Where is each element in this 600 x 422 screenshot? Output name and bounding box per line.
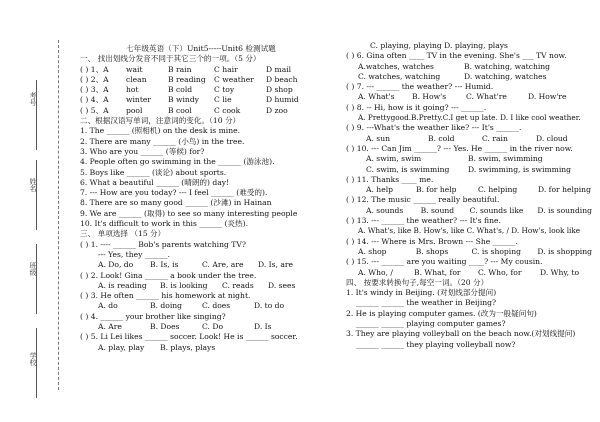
fill-item: 3. Who are you ______ (等候) for?	[80, 146, 205, 156]
left-column	[80, 44, 312, 353]
options: A. help B. for help C. helping D. for helping	[366, 185, 591, 195]
question: ( ) 2. Look! Gina ______ a book under the tree.	[80, 270, 257, 280]
cut-line	[58, 40, 59, 390]
options: A. sun B. cold C. rain D. cloud	[366, 133, 568, 143]
section4-heading: 四、 按要求转换句子,每空一词。（20 分）	[346, 277, 489, 287]
section1-heading: 一、 找出划线分发音不同于其它三个的一项。（5 分）	[80, 54, 261, 64]
fill-item: 6. What a beautiful ______ (晴朗的) day!	[80, 177, 230, 187]
options: A. shop B. shops C. is shoping D. is shopping	[358, 246, 592, 256]
question: ( ) 11. Thanks ____ me.	[346, 174, 434, 184]
options: A. sounds B. sound C. sounds like D. is sounding	[366, 205, 592, 215]
options: A. do B. doing C. does D. to do	[98, 301, 285, 311]
options: A. What's, like B. How's, like C. What's, / D. How's, look like	[358, 226, 581, 236]
answer-line: ______ ______ they playing volleyball now?	[356, 339, 516, 349]
question: 1. It's windy in Beijing. (对划线部分提问)	[346, 288, 497, 298]
options: A. Do, do B. Is, is C. Are, are D. Is, are	[98, 260, 294, 270]
exam-number-label: 考号	[29, 92, 37, 106]
question: ( ) 12. The music ______ really beautiful.	[346, 195, 500, 205]
question: ( ) 8. -- Hi, how is it going? --- ______.	[346, 102, 487, 112]
name-line	[36, 160, 37, 230]
school-label: 学校	[29, 352, 37, 366]
fill-item: 2. There are many ______ (小鸟) in the tree.	[80, 136, 245, 146]
question: ( ) 9. ---What's the weather like? --- It's ______.	[346, 123, 522, 133]
options: A. play, play B. plays, plays	[98, 342, 216, 352]
phonetics-row: ( ) 1、A wait B rain C hair D mail	[80, 64, 292, 74]
phonetics-row: ( ) 2、A clean B reading C weather D beach	[80, 74, 298, 84]
fill-item: 4. People often go swimming in the ______ (游泳池).	[80, 157, 275, 167]
binding-margin	[0, 0, 78, 422]
phonetics-row: ( ) 5、A pool B cool C cook D zoo	[80, 105, 288, 115]
options: A. Are B. Does C. Do D. Is	[98, 322, 272, 332]
answer-line: ______ ______ the weather in Beijing?	[356, 298, 497, 308]
fill-item: 5. Boys like ______ (谈论) about sports.	[80, 167, 227, 177]
options: A. swim, swim B. swim, swimming C. swim, is swimming D. swimming, is swimming	[366, 154, 572, 174]
fill-item: 9. We are ______ (取得) to see so many interesting people	[80, 208, 298, 218]
answer-line: ______ ______ playing computer games?	[356, 319, 506, 329]
question: 2. He is playing computer games. (改为一般疑问句)	[346, 308, 537, 318]
phonetics-row: ( ) 3、A hot B cold C toy D shop	[80, 85, 293, 95]
options: A. Prettygood.B.Pretty.C.I get up late. D. I like cool weather.	[358, 113, 581, 123]
page-title: 七年级英语（下）Unit5-----Unit6 检测试题	[126, 44, 276, 53]
name-label: 姓名	[29, 178, 37, 192]
question: ( ) 14. --- Where is Mrs. Brown --- She ______.	[346, 236, 518, 246]
fill-item: 7. --- How are you today? --- I feel ______ (难受的).	[80, 188, 268, 198]
question: ( ) 10. --- Can Jim ______? --- Yes. He ______ in the river now.	[346, 143, 573, 153]
options: A. Who, / B. What, for C. Who, for D. Why, to	[358, 267, 580, 277]
question: ( ) 3. He often ______ his homework at night.	[80, 291, 251, 301]
question: ( ) 7. --- ______ the weather? --- Humid.	[346, 82, 494, 92]
phonetics-row: ( ) 4、A winter B windy C lie D humid	[80, 95, 299, 105]
fill-item: 10. It's difficult to work in this ______ (炎热).	[80, 219, 248, 229]
question: ( ) 4. ______ your brother like singing?	[80, 311, 226, 321]
question: ( ) 15. --- ______ are you waiting ____? --- My cousin.	[346, 257, 543, 267]
question: 3. They are playing volleyball on the beach now.(对划线提问)	[346, 329, 576, 339]
question: ( ) 5. Li Lei likes ______ soccer. Look! He is ______ soccer.	[80, 332, 298, 342]
question-continued: --- Yes, they ______.	[98, 249, 171, 259]
id-line	[36, 80, 37, 150]
class-label: 班级	[29, 262, 37, 276]
fill-item: 8. There are so many good ______ (沙滩) in Hainan	[80, 198, 272, 208]
question: ( ) 13. --- ______ the weather? --- It's fine.	[346, 216, 501, 226]
section1-table	[80, 65, 299, 116]
fill-item: 1. The ______ (照相机) on the desk is mine.	[80, 126, 240, 136]
options: A.watches, watches B. watching, watching C. watches, watching D. watching, watches	[358, 61, 551, 81]
section3-heading: 三、 单项选择 （15 分）	[80, 229, 166, 239]
options: A. What's B. How's C. What're D. How're	[358, 92, 567, 102]
options: C. playing, playing D. playing, plays	[370, 41, 508, 50]
class-line	[36, 244, 37, 314]
right-column	[346, 41, 598, 350]
options: A. is reading B. is looking C. reads D. sees	[98, 280, 296, 290]
question: ( ) 1. ---- ______ Bob's parents watching TV?	[80, 239, 246, 249]
question: ( ) 6. Gina often ____ TV in the evening. She's ___ TV now.	[346, 51, 567, 61]
section2-heading: 二、根据汉语写单词，注意词的变化。（10 分）	[80, 116, 241, 126]
